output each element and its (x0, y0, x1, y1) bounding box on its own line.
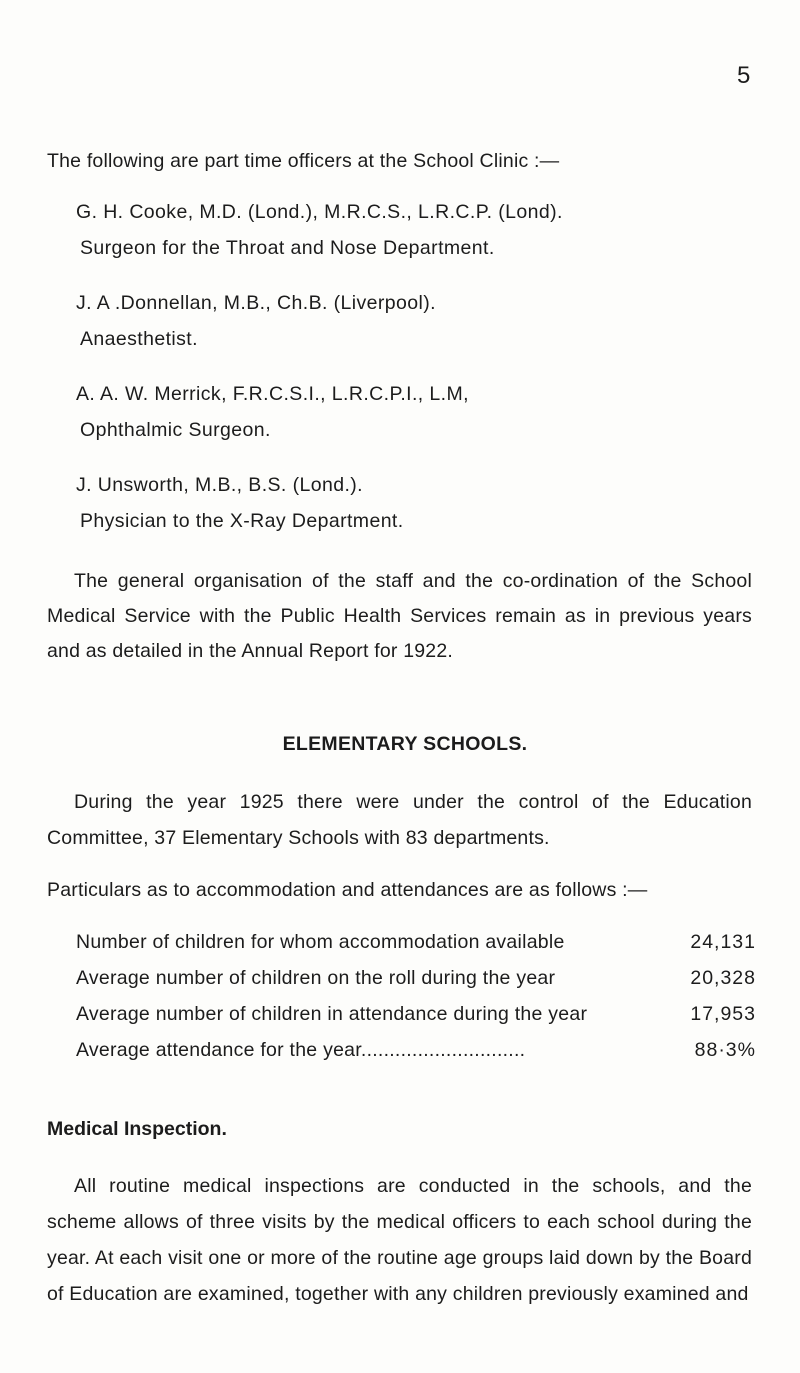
stat-row (76, 1032, 756, 1068)
stat-label: Number of children for whom accommodation available (76, 931, 565, 953)
page-number: 5 (737, 62, 751, 89)
officer-entry (76, 376, 766, 448)
officer-entry (76, 467, 766, 539)
stat-value: 20,328 (690, 967, 756, 989)
stat-label: Average number of children on the roll during the year (76, 967, 556, 989)
medical-inspection-paragraph: All routine medical inspections are conducted in the schools, and the scheme allows of three visits by the medical officers to each school during the year. At each visit one or more of the routine age groups laid down by the Board of Education are examined, together with any children previously examined and (47, 1175, 752, 1305)
stat-row (76, 924, 756, 960)
schools-paragraph: During the year 1925 there were under the control of the Education Committee, 37 Elementary Schools with 83 departments. (47, 791, 752, 849)
officer-role: Ophthalmic Surgeon. (80, 419, 271, 441)
medical-inspection-heading: Medical Inspection. (47, 1118, 227, 1140)
officer-role: Surgeon for the Throat and Nose Department. (80, 237, 495, 259)
stat-row (76, 996, 756, 1032)
officer-name: J. A .Donnellan, M.B., Ch.B. (Liverpool). (76, 292, 436, 314)
organisation-paragraph: The general organisation of the staff and the co-ordination of the School Medical Service with the Public Health Services remain as in previous years and as detailed in the Annual Report for 1922. (47, 570, 752, 662)
officer-entry (76, 285, 766, 357)
stat-row (76, 960, 756, 996)
officer-name: G. H. Cooke, M.D. (Lond.), M.R.C.S., L.R.C.P. (Lond). (76, 201, 563, 223)
stat-label: Average attendance for the year............................. (76, 1039, 526, 1061)
stat-value: 17,953 (690, 1003, 756, 1025)
section-heading: ELEMENTARY SCHOOLS. (282, 733, 528, 755)
officer-role: Physician to the X-Ray Department. (80, 510, 404, 532)
intro-text: The following are part time officers at the School Clinic :— (47, 150, 560, 172)
stat-value: 88·3% (694, 1039, 756, 1061)
officer-name: J. Unsworth, M.B., B.S. (Lond.). (76, 474, 363, 496)
officer-name: A. A. W. Merrick, F.R.C.S.I., L.R.C.P.I., L.M, (76, 383, 469, 405)
attendance-stats (76, 924, 756, 1068)
stat-value: 24,131 (690, 931, 756, 953)
officer-role: Anaesthetist. (80, 328, 198, 350)
particulars-intro: Particulars as to accommodation and attendances are as follows :— (47, 879, 648, 901)
officer-entry (76, 194, 766, 266)
stat-label: Average number of children in attendance during the year (76, 1003, 588, 1025)
